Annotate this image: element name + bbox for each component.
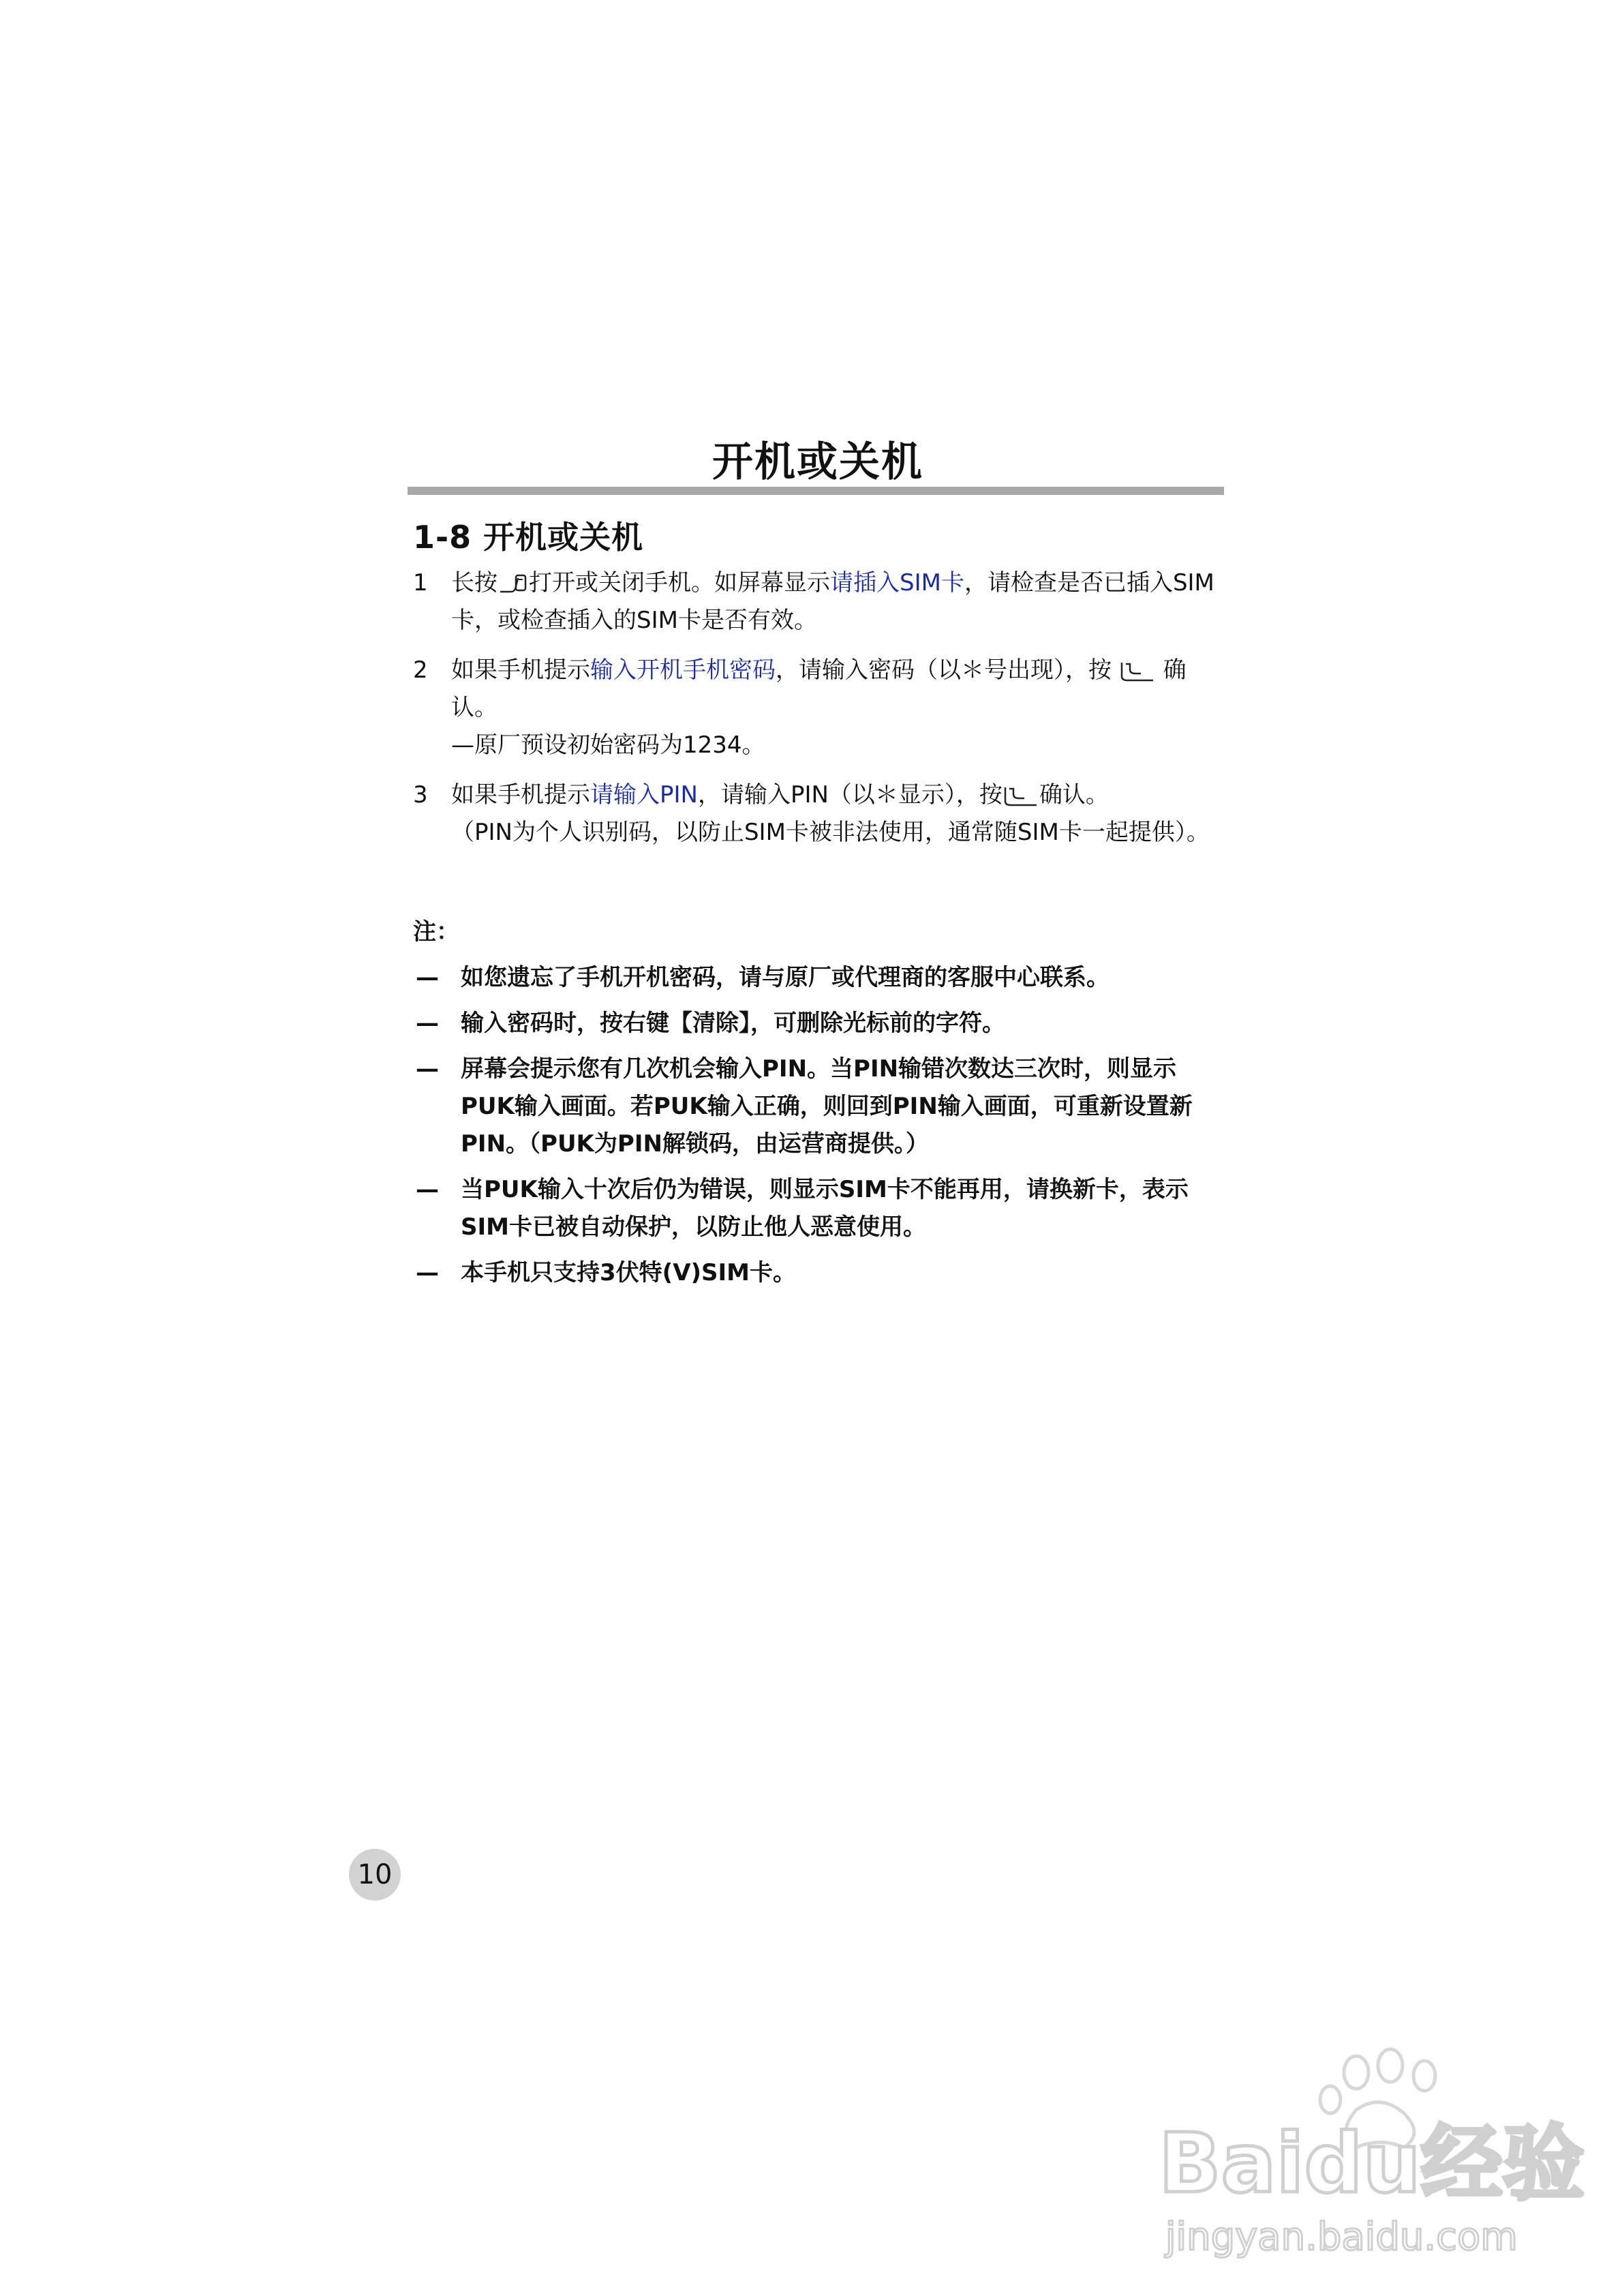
step-text: 如果手机提示 bbox=[451, 656, 590, 684]
prompt-highlight: 请输入PIN bbox=[590, 781, 698, 809]
step-text: 打开或关闭手机。如屏幕显示 bbox=[529, 569, 830, 596]
step-text: 确认。 bbox=[451, 656, 1187, 721]
step-text: 如果手机提示 bbox=[451, 781, 590, 809]
send-call-key-icon bbox=[1003, 785, 1039, 808]
note-text: 当PUK输入十次后仍为错误，则显示SIM卡不能再用，请换新卡，表示SIM卡已被自动保护，以防止他人恶意使用。 bbox=[461, 1176, 1189, 1241]
steps-list bbox=[413, 564, 1225, 864]
step-text: ，请输入PIN（以＊显示），按 bbox=[697, 781, 1003, 809]
end-call-key-icon bbox=[498, 573, 529, 596]
note-text: 本手机只支持3伏特(V)SIM卡。 bbox=[461, 1259, 797, 1286]
note-dash: — bbox=[416, 1176, 439, 1203]
note-item bbox=[413, 959, 1225, 997]
prompt-highlight: 请插入SIM卡 bbox=[830, 569, 964, 596]
step-text: ，请检查是否已插入SIM卡，或检查插入的SIM卡是否有效。 bbox=[451, 569, 1214, 634]
section-heading: 1-8 开机或关机 bbox=[413, 519, 644, 556]
note-text: 屏幕会提示您有几次机会输入PIN。当PIN输错次数达三次时，则显示PUK输入画面。若PUK输入正确，则回到PIN输入画面，可重新设置新PIN。（PUK为PIN解锁码，由运营商提供。） bbox=[461, 1055, 1193, 1158]
note-dash: — bbox=[416, 1055, 439, 1083]
note-text: 如您遗忘了手机开机密码，请与原厂或代理商的客服中心联系。 bbox=[461, 964, 1110, 991]
note-dash: — bbox=[416, 964, 439, 991]
step-text: ，请输入密码（以＊号出现），按 bbox=[776, 656, 1112, 684]
note-item bbox=[413, 1051, 1225, 1163]
baidu-watermark-logo bbox=[1152, 2045, 1585, 2270]
step-number: 1 bbox=[413, 569, 428, 596]
step-number: 3 bbox=[413, 781, 428, 809]
send-call-key-icon bbox=[1119, 660, 1156, 683]
note-item bbox=[413, 1254, 1225, 1292]
watermark-brand: Baidu经验 bbox=[1159, 2117, 1585, 2211]
note-item bbox=[413, 1005, 1225, 1042]
step-item bbox=[413, 776, 1225, 851]
step-subnote: （PIN为个人识别码，以防止SIM卡被非法使用，通常随SIM卡一起提供）。 bbox=[451, 819, 1210, 846]
note-dash: — bbox=[416, 1259, 439, 1286]
note-item bbox=[413, 1171, 1225, 1246]
step-text: 确认。 bbox=[1039, 781, 1109, 809]
prompt-highlight: 输入开机手机密码 bbox=[590, 656, 776, 684]
step-number: 2 bbox=[413, 656, 428, 684]
step-text: 长按 bbox=[451, 569, 498, 596]
watermark-url: jingyan.baidu.com bbox=[1165, 2215, 1518, 2259]
note-text: 输入密码时，按右键【清除】，可删除光标前的字符。 bbox=[461, 1010, 1005, 1037]
notes-label: 注： bbox=[413, 918, 459, 946]
step-item bbox=[413, 564, 1225, 639]
note-dash: — bbox=[416, 1010, 439, 1037]
page-number: 10 bbox=[349, 1849, 401, 1901]
notes-section bbox=[413, 913, 1225, 1300]
step-subnote: —原厂预设初始密码为1234。 bbox=[451, 731, 765, 759]
page-title: 开机或关机 bbox=[712, 438, 923, 486]
step-item bbox=[413, 652, 1225, 764]
title-rule bbox=[408, 487, 1224, 495]
